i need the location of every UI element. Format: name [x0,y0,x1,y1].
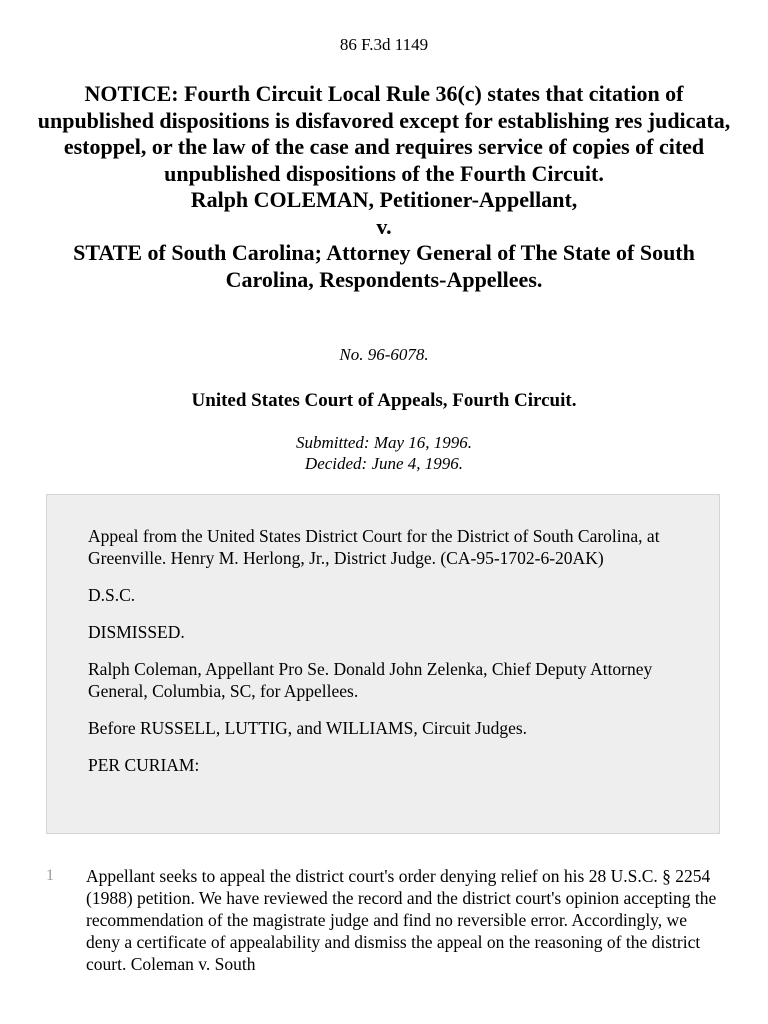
paragraph-number: 1 [46,867,54,884]
notice-text: NOTICE: Fourth Circuit Local Rule 36(c) states that citation of unpublished dispositions is disfavored except for establishing res judicata, estoppel, or the law of the case and requires service of copies of cited unpublished dispositions of the Fourth Circuit. [37,81,731,186]
district-text: D.S.C. [88,585,136,605]
case-citation: 86 F.3d 1149 [339,35,429,54]
court-name: United States Court of Appeals, Fourth Circuit. [191,390,577,411]
decided-date: Decided: June 4, 1996. [304,454,464,473]
petitioner-name: Ralph COLEMAN, Petitioner-Appellant, [190,187,578,212]
panel-text: Before RUSSELL, LUTTIG, and WILLIAMS, Circuit Judges. [88,718,528,738]
case-caption [30,81,738,293]
case-dates [0,432,768,474]
respondents-name: STATE of South Carolina; Attorney General of The State of South Carolina, Respondents-Appellees. [73,240,695,292]
case-summary-box [46,494,720,834]
appeal-from-text: Appeal from the United States District Court for the District of South Carolina, at Greenville. Henry M. Herlong, Jr., District Judge. (CA-95-1702-6-20AK) [88,526,660,568]
docket-number: No. 96-6078. [339,345,429,364]
counsel-text: Ralph Coleman, Appellant Pro Se. Donald John Zelenka, Chief Deputy Attorney General, Columbia, SC, for Appellees. [88,659,653,701]
versus-text: v. [376,213,392,239]
per-curiam-text: PER CURIAM: [88,755,200,775]
paragraph-text: Appellant seeks to appeal the district court's order denying relief on his 28 U.S.C. § 2254 (1988) petition. We have reviewed the record and the district court's opinion accepting the recommendation of the magistrate judge and find no reversible error. Accordingly, we deny a certificate of appealability and dismiss the appeal on the reasoning of the district court. Coleman v. South [86,866,717,974]
submitted-date: Submitted: May 16, 1996. [295,433,473,452]
disposition-text: DISMISSED. [88,622,185,642]
